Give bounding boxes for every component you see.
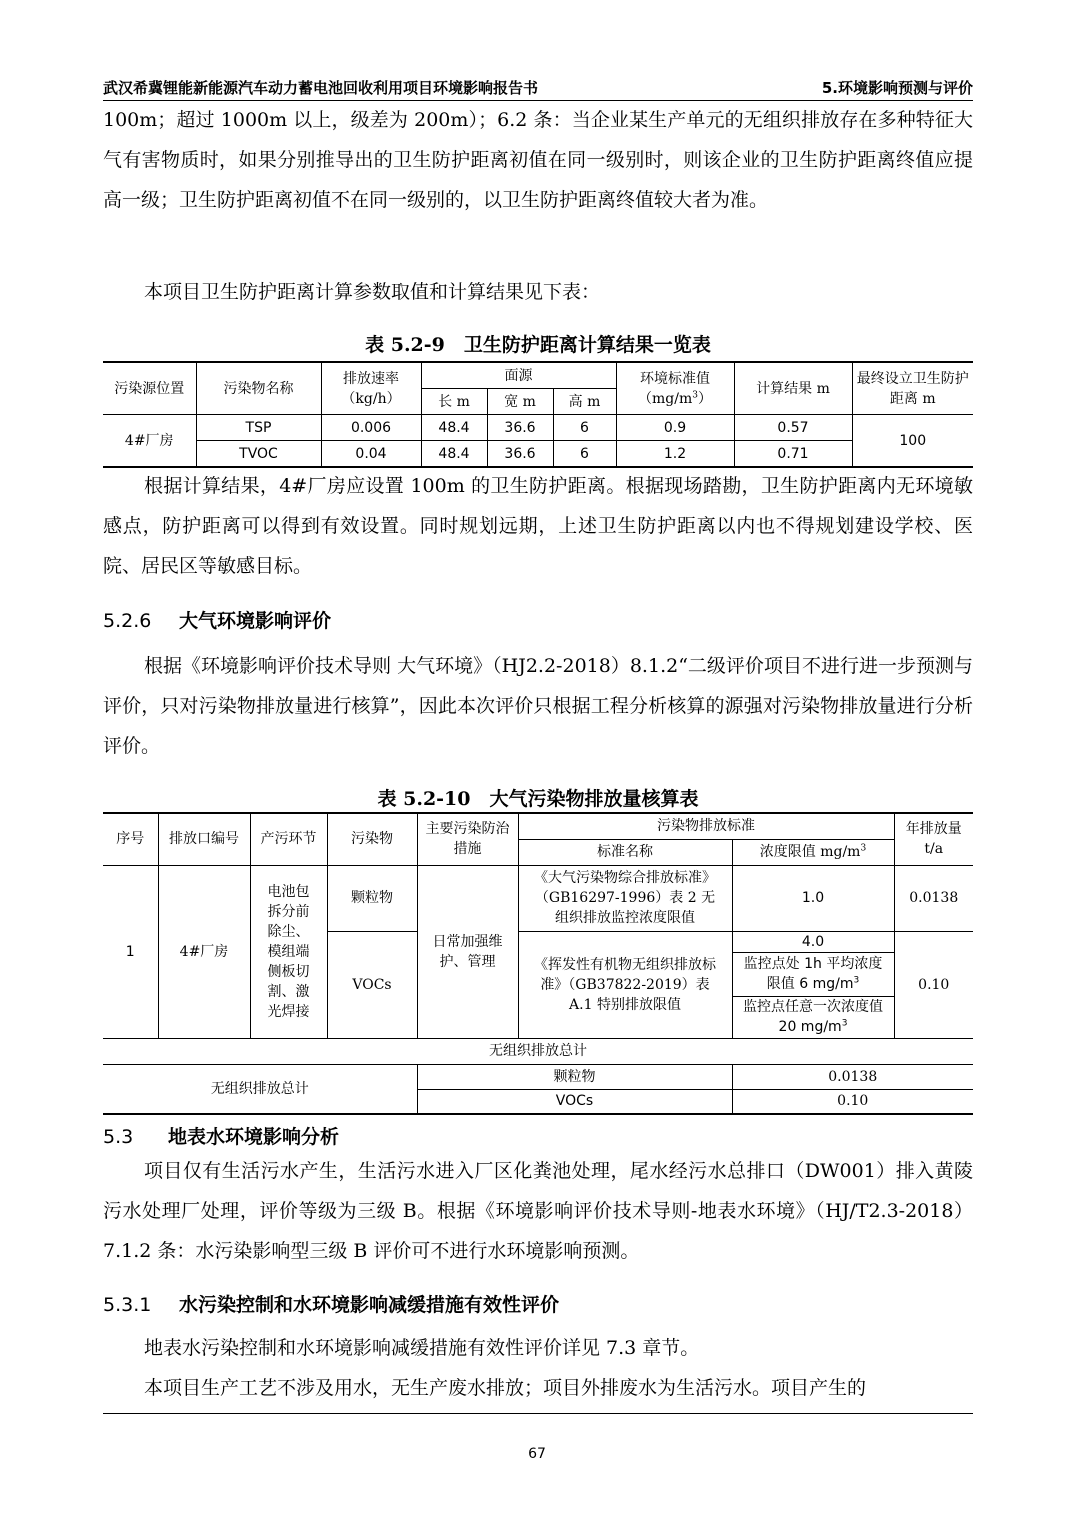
col-header-annual: 年排放量 t/a [894,813,973,865]
col-header-stage: 产污环节 [250,813,327,865]
cell-pollutant: VOCs [327,931,417,1038]
col-header-outlet: 排放口编号 [158,813,250,865]
paragraph: 100m；超过 1000m 以上，级差为 200m）；6.2 条：当企业某生产单元的无组织排放存在多种特征大气有害物质时，如果分别推导出的卫生防护距离初值在同一级别时，则该企业的卫生防护距离终值应提高一级；卫生防护距离初值不在同一级别的，以卫生防护距离终值较大者为准。 [103,109,973,211]
cell-limit: 监控点处 1h 平均浓度限值 6 $mg/m^3$ [732,952,894,996]
cell-rate: 0.04 [321,441,421,468]
page-header [103,76,973,101]
header-report-title: 武汉希冀锂能新能源汽车动力蓄电池回收利用项目环境影响报告书 [103,79,539,97]
paragraph: 本项目生产工艺不涉及用水，无生产废水排放；项目外排废水为生活污水。项目产生的 [144,1377,867,1399]
cell-result: 0.71 [734,441,852,468]
col-header-final: 最终设立卫生防护距离 m [852,362,973,415]
body-block-5 [103,1151,973,1271]
table-caption: 表 5.2-10 大气污染物排放量核算表 [377,788,699,810]
col-header-rate: 排放速率（kg/h） [321,362,421,415]
paragraph: 地表水污染控制和水环境影响减缓措施有效性评价详见 7.3 章节。 [144,1337,700,1359]
cell-source: 4#厂房 [103,415,196,468]
cell-total-row: 无组织排放总计 [103,1038,973,1064]
cell-height: 6 [553,415,616,441]
cell-total-value: 0.10 [732,1089,973,1114]
cell-limit: 监控点任意一次浓度值 20 $mg/m^3$ [732,996,894,1038]
body-block-6 [103,1328,973,1408]
footer-rule [103,1413,973,1414]
col-header-width: 宽 m [487,389,553,415]
paragraph: 本项目卫生防护距离计算参数取值和计算结果见下表： [144,281,601,303]
col-header-area: 面源 [421,362,616,389]
cell-std-name: 《挥发性有机物无组织排放标准》（GB37822-2019）表 A.1 特别排放限值 [518,931,732,1038]
cell-total-value: 0.0138 [732,1064,973,1089]
cell-pollutant: TVOC [196,441,321,468]
paragraph: 根据计算结果，4#厂房应设置 100m 的卫生防护距离。根据现场踏勘，卫生防护距离内无环境敏感点，防护距离可以得到有效设置。同时规划远期，上述卫生防护距离以内也不得规划建设学校、医院、居民区等敏感目标。 [103,475,973,577]
col-header-source: 污染源位置 [103,362,196,415]
cell-outlet: 4#厂房 [158,865,250,1038]
cell-width: 36.6 [487,441,553,468]
body-block-3 [103,466,973,586]
cell-limit: 4.0 [732,931,894,952]
col-header-no: 序号 [103,813,158,865]
body-block-4 [103,646,973,766]
col-header-limit: 浓度限值 $mg/m^3$ [732,839,894,865]
cell-length: 48.4 [421,415,487,441]
health-protection-distance-table [103,361,973,468]
body-block-2 [103,272,973,312]
cell-result: 0.57 [734,415,852,441]
cell-total-pollutant: 颗粒物 [417,1064,732,1089]
cell-std: 1.2 [616,441,734,468]
cell-pollutant: 颗粒物 [327,865,417,931]
paragraph: 根据《环境影响评价技术导则 大气环境》（HJ2.2-2018）8.1.2“二级评价项目不进行进一步预测与评价，只对污染物排放量进行核算”，因此本次评价只根据工程分析核算的源强对污染物排放量进行分析评价。 [103,655,973,757]
cell-final: 100 [852,415,973,468]
air-emission-accounting-table [103,812,973,1115]
table-row [103,441,973,468]
body-block-1 [103,100,973,220]
cell-width: 36.6 [487,415,553,441]
cell-std-name: 《大气污染物综合排放标准》（GB16297-1996）表 2 无组织排放监控浓度限值 [518,865,732,931]
cell-measure: 日常加强维护、管理 [417,865,518,1038]
header-chapter: 5.环境影响预测与评价 [821,79,973,97]
cell-stage: 电池包拆分前除尘、模组端侧板切割、激光焊接 [250,865,327,1038]
col-header-standard: 污染物排放标准 [518,813,894,839]
cell-std: 0.9 [616,415,734,441]
cell-total-label: 无组织排放总计 [103,1064,417,1114]
paragraph: 项目仅有生活污水产生，生活污水进入厂区化粪池处理，尾水经污水总排口（DW001）排入黄陵污水处理厂处理，评价等级为三级 B。根据《环境影响评价技术导则-地表水环境》（HJ/T2.3-2018）7.1.2 条：水污染影响型三级 B 评价可不进行水环境影响预测。 [103,1160,973,1262]
section-heading-5-3: 5.3 地表水环境影响分析 [103,1126,340,1148]
col-header-std: 环境标准值 $(mg/m^3)$ [616,362,734,415]
cell-length: 48.4 [421,441,487,468]
cell-no: 1 [103,865,158,1038]
cell-limit: 1.0 [732,865,894,931]
table-caption: 表 5.2-9 卫生防护距离计算结果一览表 [365,334,711,356]
section-heading-5-3-1: 5.3.1 水污染控制和水环境影响减缓措施有效性评价 [103,1294,560,1316]
cell-annual: 0.10 [894,931,973,1038]
section-heading-5-2-6: 5.2.6 大气环境影响评价 [103,610,332,632]
cell-total-pollutant: VOCs [417,1089,732,1114]
cell-pollutant: TSP [196,415,321,441]
col-header-length: 长 m [421,389,487,415]
col-header-height: 高 m [553,389,616,415]
col-header-measure: 主要污染防治措施 [417,813,518,865]
cell-height: 6 [553,441,616,468]
col-header-pollutant: 污染物 [327,813,417,865]
col-header-pollutant: 污染物名称 [196,362,321,415]
cell-annual: 0.0138 [894,865,973,931]
cell-rate: 0.006 [321,415,421,441]
table-row [103,415,973,441]
page-number: 67 [528,1446,546,1462]
col-header-result: 计算结果 m [734,362,852,415]
col-header-std-name: 标准名称 [518,839,732,865]
